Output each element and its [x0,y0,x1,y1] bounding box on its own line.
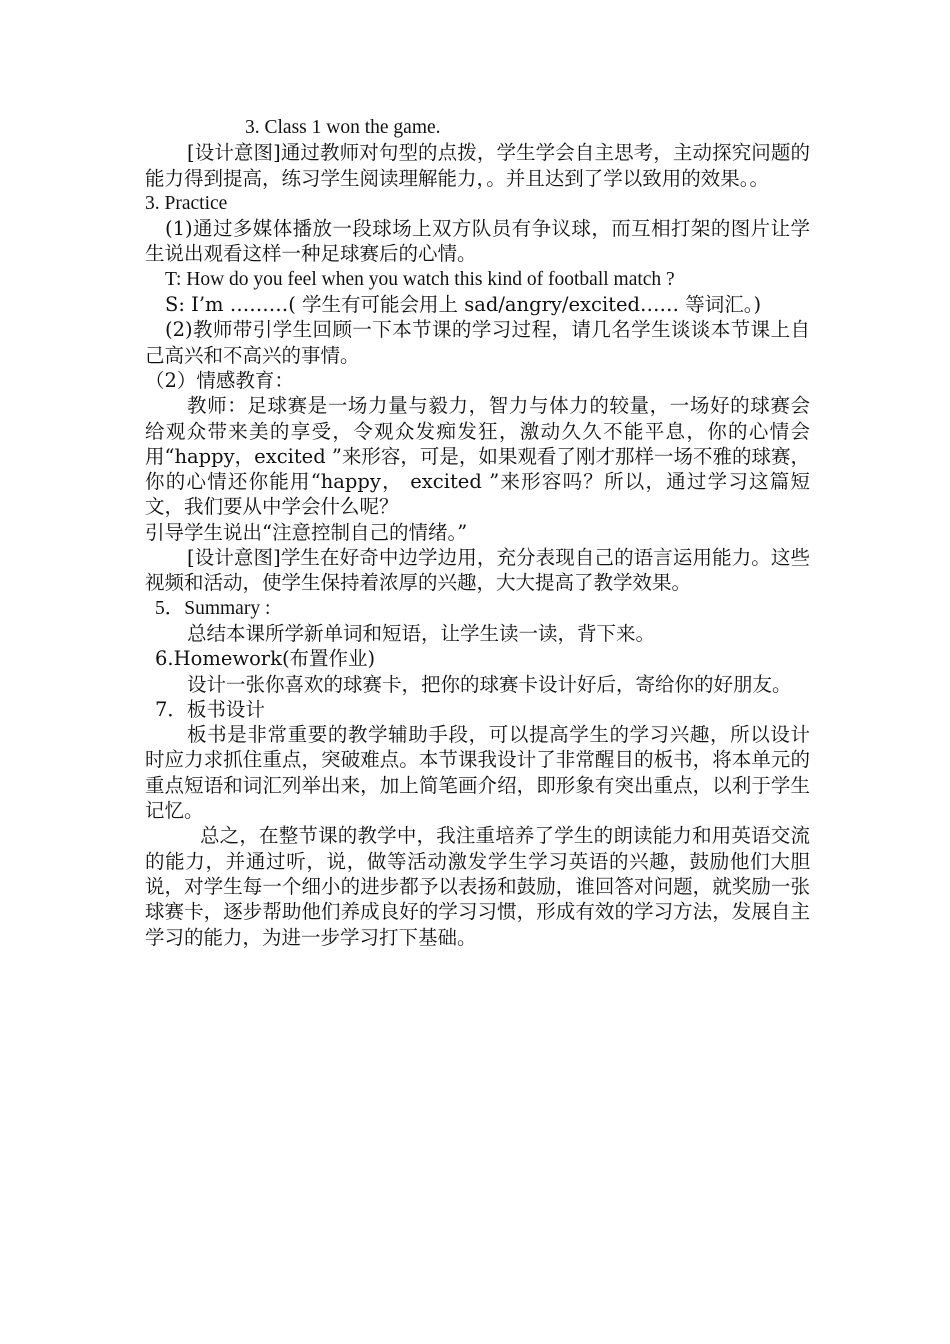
section-heading-homework: 6.Homework(布置作业) [155,647,376,671]
teacher-question: T: How do you feel when you watch this kind of football match ? [165,268,675,290]
section-heading-emotion-education: （2）情感教育： [145,368,294,392]
homework-paragraph: 设计一张你喜欢的球赛卡，把你的球赛卡设计好后，寄给你的好朋友。 [187,672,792,696]
section-heading-summary: 5．Summary : [155,597,271,619]
blackboard-design-paragraph: 板书是非常重要的教学辅助手段，可以提高学生的学习兴趣，所以设计时应力求抓住重点，突破难点。本节课我设计了非常醒目的板书，将本单元的重点短语和词汇列举出来，加上简笔画介绍，即形象有突出重点，以利于学生记忆。 [145,723,810,823]
conclusion-paragraph: 总之，在整节课的教学中，我注重培养了学生的朗读能力和用英语交流的能力，并通过听，说，做等活动激发学生学习英语的兴趣，鼓励他们大胆说，对学生每一个细小的进步都予以表扬和鼓励，谁回答对问题，就奖励一张球赛卡，逐步帮助他们养成良好的学习习惯，形成有效的学习方法，发展自主学习的能力，为进一步学习打下基础。 [145,824,810,949]
guide-students-line: 引导学生说出“注意控制自己的情绪。” [145,520,468,544]
document-body [145,115,810,950]
design-intent-paragraph-1: [设计意图]通过教师对句型的点拨，学生学会自主思考，主动探究问题的能力得到提高，练习学生阅读理解能力，。并且达到了学以致用的效果。。 [145,141,810,190]
teacher-speech-paragraph: 教师：足球赛是一场力量与毅力，智力与体力的较量，一场好的球赛会给观众带来美的享受，令观众发痴发狂，激动久久不能平息，你的心情会用“happy，excited ”来形容，可是，如果观看了刚才那样一场不雅的球赛，你的心情还你能用“happy， excited ”来形容吗？所以，通过学习这篇短文，我们要从中学会什么呢？ [145,394,810,519]
practice-step-2: (2)教师带引学生回顾一下本节课的学习过程，请几名学生谈谈本节课上自己高兴和不高兴的事情。 [145,318,810,367]
student-answer: S: I’m ………( 学生有可能会用上 sad/angry/excited…… 等词汇。) [165,293,762,317]
summary-paragraph: 总结本课所学新单词和短语，让学生读一读，背下来。 [187,621,656,645]
section-heading-practice: 3. Practice [145,192,228,214]
practice-step-1: (1)通过多媒体播放一段球场上双方队员有争议球，而互相打架的图片让学生说出观看这样一种足球赛后的心情。 [145,217,810,266]
section-heading-blackboard-design: 7．板书设计 [155,697,265,721]
list-item-class-won: 3. Class 1 won the game. [245,117,441,138]
design-intent-paragraph-2: [设计意图]学生在好奇中边学边用，充分表现自己的语言运用能力。这些视频和活动，使学生保持着浓厚的兴趣，大大提高了教学效果。 [145,546,810,595]
